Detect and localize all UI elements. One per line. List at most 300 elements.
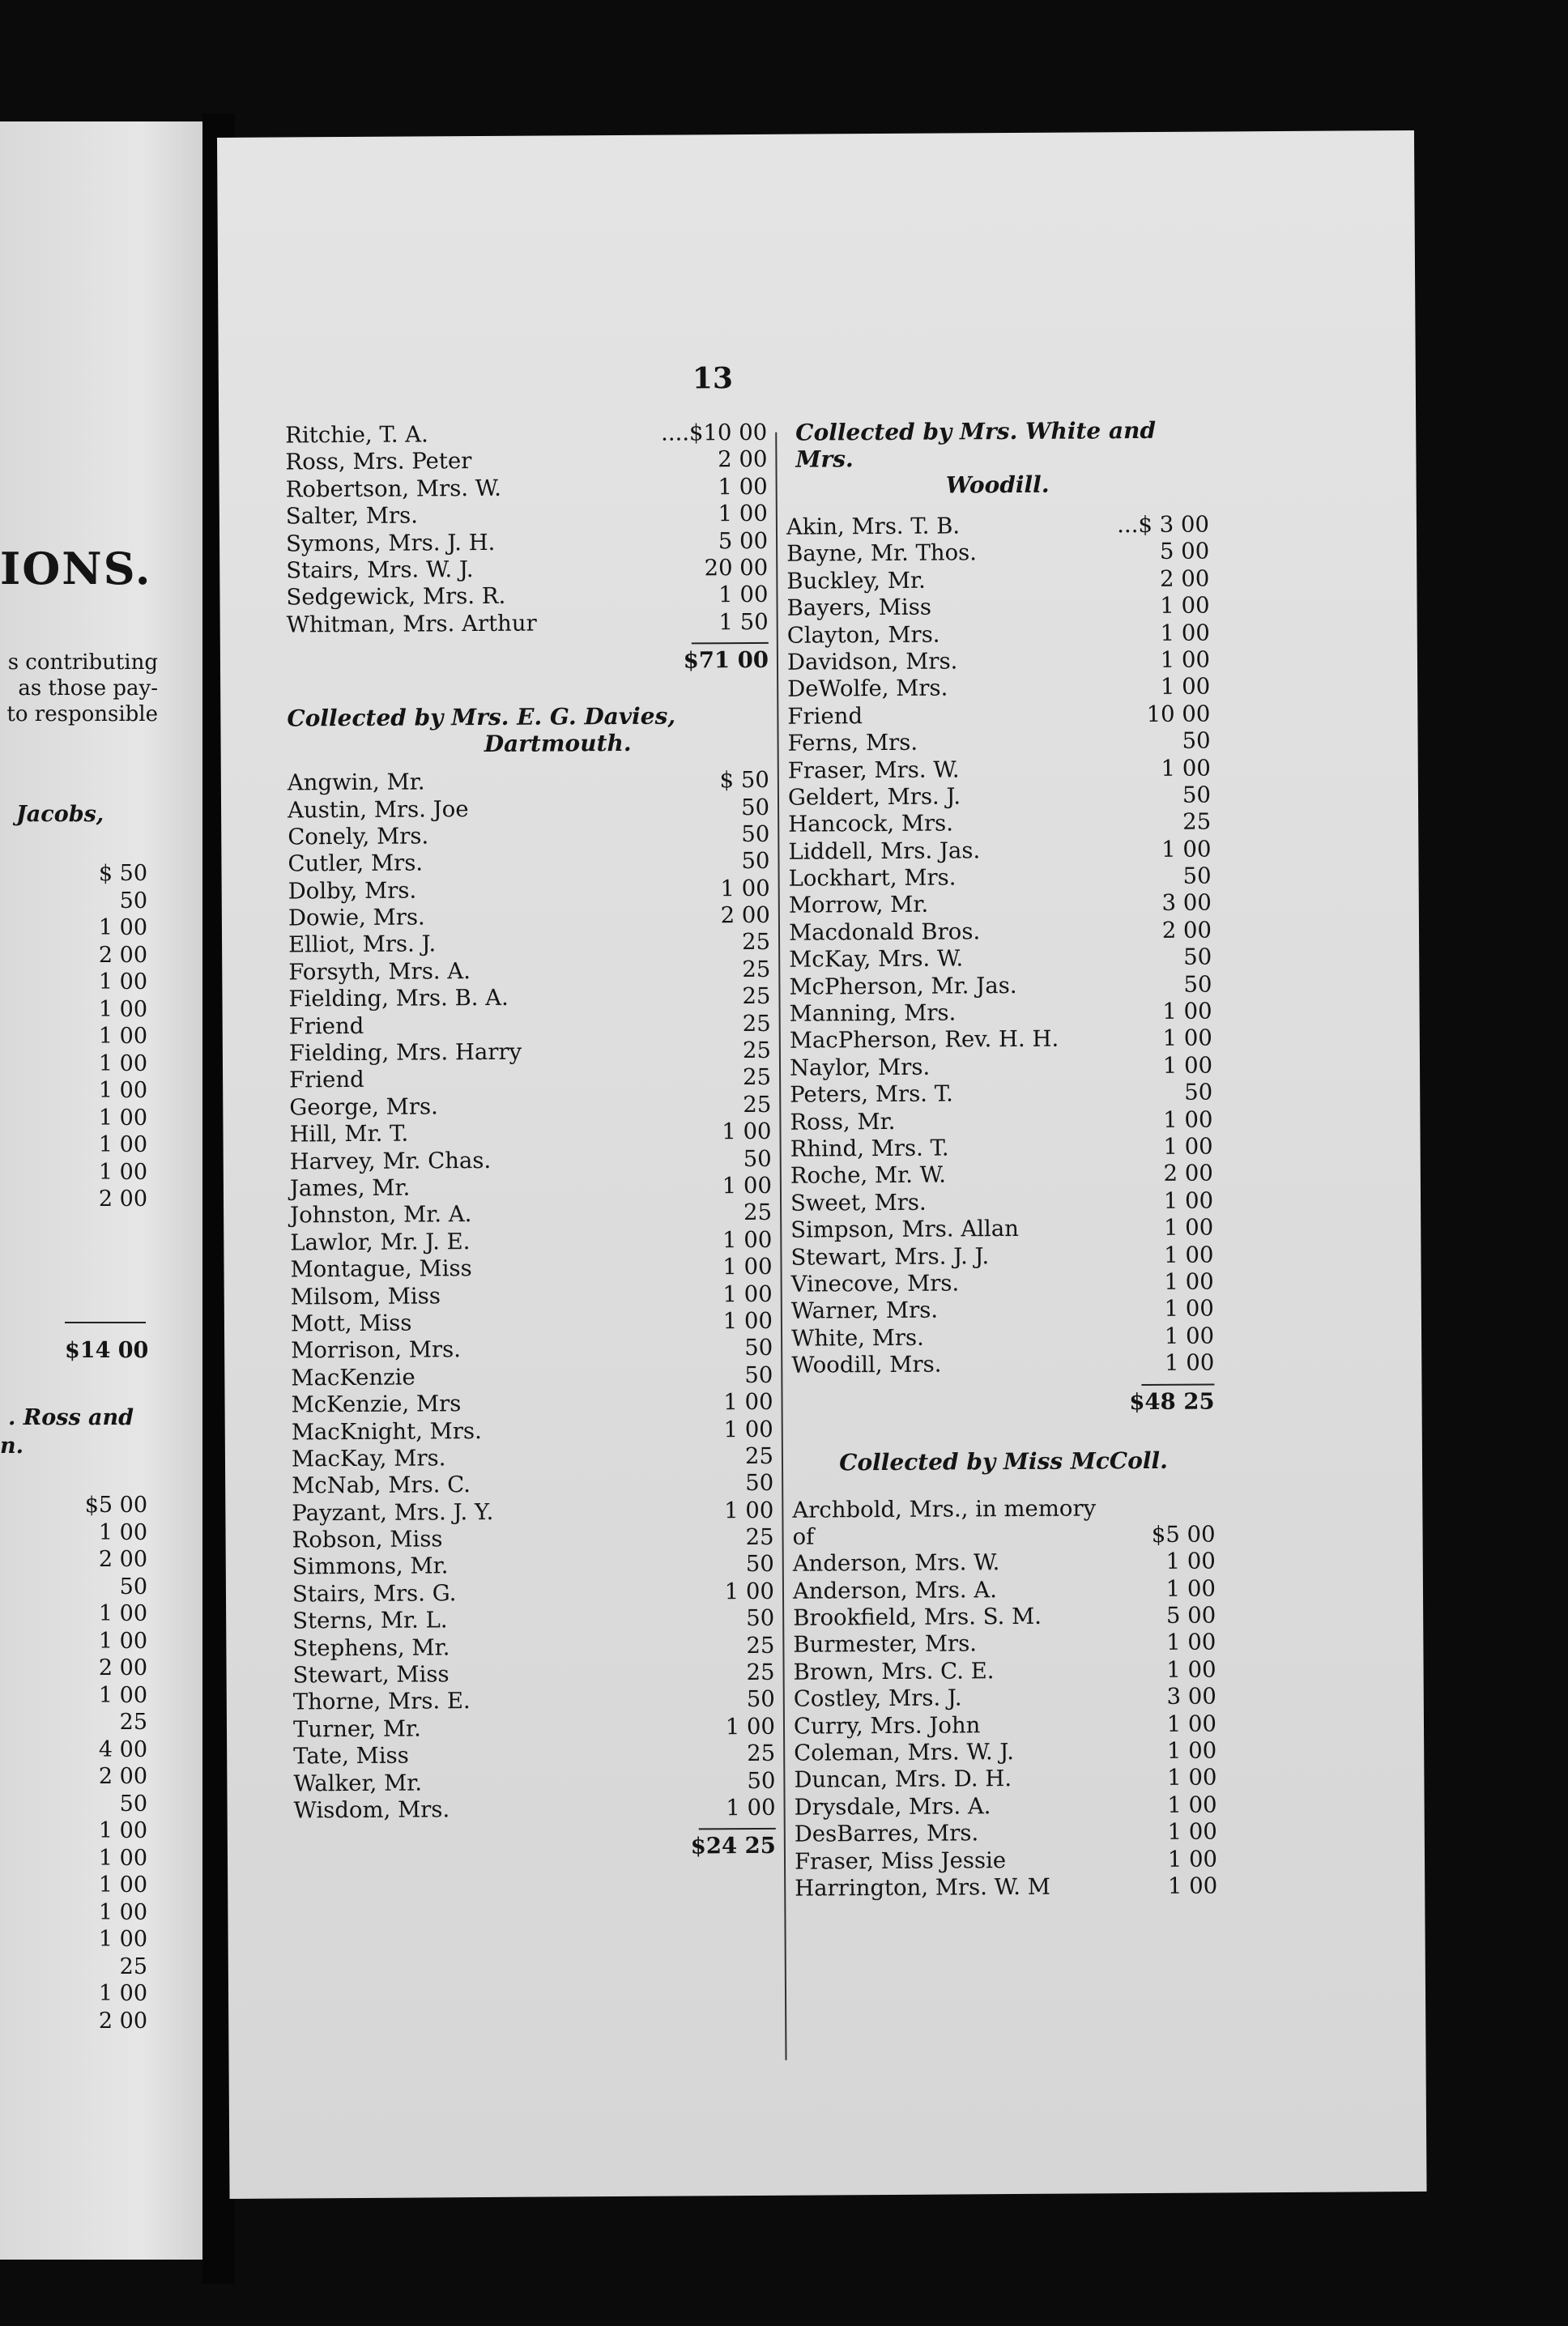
- list-item: [290, 1254, 772, 1284]
- contribution-amount: 1 00: [1166, 1656, 1216, 1683]
- list-item: [0, 1655, 147, 1682]
- dot-leader: [948, 1134, 1123, 1162]
- contributor-name: White, Mrs.: [790, 1324, 924, 1352]
- dot-leader: [961, 782, 1122, 811]
- list-item: [786, 539, 1209, 569]
- list-item: [795, 1791, 1217, 1821]
- contribution-amount: 50: [746, 1605, 775, 1632]
- contribution-amount: 1 00: [1160, 620, 1210, 646]
- dot-leader: [928, 891, 1123, 919]
- dot-leader: [442, 1525, 684, 1553]
- contribution-amount: 5 00: [718, 527, 769, 554]
- list-item: [0, 969, 147, 996]
- list-item: [0, 1077, 147, 1105]
- contribution-amount: 2 00: [718, 446, 768, 473]
- contribution-amount: 1 00: [726, 1794, 776, 1821]
- contributor-name: Angwin, Mr.: [287, 769, 425, 796]
- dot-leader: [471, 1687, 686, 1715]
- contribution-amount: 50: [740, 794, 770, 820]
- list-item: [292, 1497, 773, 1527]
- contributor-name: Stairs, Mrs. W. J.: [286, 556, 474, 584]
- contribution-amount: 2 00: [1160, 565, 1210, 592]
- list-item: [289, 1092, 771, 1122]
- contributor-name: Liddell, Mrs. Jas.: [788, 837, 981, 865]
- list-item: [286, 501, 768, 530]
- list-item: [0, 1872, 147, 1899]
- list-item: [286, 582, 768, 611]
- contribution-amount: 2 00: [98, 1764, 147, 1789]
- list-item: [288, 848, 769, 878]
- contributor-name: Peters, Mrs. T.: [790, 1080, 953, 1108]
- list-item: [0, 2008, 147, 2035]
- contributor-name: Whitman, Mrs. Arthur: [286, 610, 537, 638]
- contributor-list-1: [285, 420, 769, 639]
- page-number: 13: [692, 361, 734, 396]
- dot-leader: [509, 984, 682, 1012]
- contributor-name: Wisdom, Mrs.: [293, 1796, 450, 1824]
- contribution-amount: $ 50: [719, 766, 769, 794]
- list-item: [0, 1899, 147, 1927]
- list-item: [787, 674, 1210, 704]
- dot-leader: [441, 1281, 684, 1310]
- list-item: [0, 1105, 147, 1132]
- dot-leader: [411, 1308, 684, 1336]
- list-item: [291, 1389, 773, 1419]
- contribution-amount: 1 00: [98, 1818, 147, 1843]
- left-page-heading-b2: n.: [0, 1434, 24, 1459]
- contributor-name: Lockhart, Mrs.: [788, 864, 957, 892]
- dot-leader: [931, 593, 1121, 621]
- dot-leader: [938, 1297, 1125, 1325]
- contribution-amount: 50: [1184, 1079, 1213, 1105]
- contributor-name: Fielding, Mrs. B. A.: [288, 985, 509, 1012]
- contributor-name: Stephens, Mr.: [292, 1634, 450, 1662]
- contributor-name: Fraser, Mrs. W.: [787, 756, 960, 784]
- contributor-name: Morrow, Mr.: [788, 892, 929, 919]
- dot-leader: [1050, 1873, 1129, 1901]
- list-item: [787, 620, 1210, 650]
- left-page-heading-b1: . Ross and: [8, 1405, 134, 1430]
- dot-leader: [482, 1416, 684, 1445]
- contributor-name: Brown, Mrs. C. E.: [793, 1658, 995, 1685]
- contribution-amount: 2 00: [98, 2008, 147, 2034]
- list-item: [0, 1131, 147, 1159]
- dot-leader: [422, 1768, 687, 1796]
- collector-heading: Collected by Miss McColl.: [839, 1446, 1168, 1476]
- contributor-name: Friend: [288, 1012, 364, 1040]
- dot-leader: [461, 1390, 684, 1418]
- list-item: [286, 474, 768, 504]
- contributor-name: Friend: [289, 1067, 364, 1093]
- contribution-amount: 1 00: [98, 1132, 147, 1157]
- contributor-name: Bayers, Miss: [786, 594, 931, 621]
- list-item: [293, 1714, 775, 1744]
- dot-leader: [956, 999, 1123, 1027]
- contributor-name: Salter, Mrs.: [285, 502, 419, 530]
- list-item: [790, 1025, 1212, 1055]
- dot-leader: [423, 849, 681, 877]
- contributor-name: Harvey, Mr. Chas.: [289, 1147, 492, 1175]
- collector-heading-line2: Woodill.: [945, 471, 1050, 499]
- dot-leader: [1059, 1026, 1123, 1054]
- list-item: [791, 1323, 1214, 1353]
- contribution-amount: 1 00: [1163, 1106, 1213, 1133]
- list-item: [793, 1549, 1216, 1578]
- list-item: [790, 1215, 1213, 1245]
- list-item: [289, 1118, 771, 1148]
- contribution-amount: 1 00: [98, 915, 147, 940]
- dot-leader: [959, 1269, 1125, 1297]
- list-item: [790, 1106, 1212, 1136]
- dot-leader: [999, 1549, 1127, 1576]
- list-2-total: $24 25: [690, 1833, 776, 1860]
- contributor-name: Bayne, Mr. Thos.: [786, 539, 978, 568]
- contribution-amount: 1 00: [722, 1226, 773, 1253]
- contributor-name: Fielding, Mrs. Harry: [288, 1038, 522, 1067]
- contribution-amount: 1 00: [98, 1981, 147, 2006]
- list-item: [0, 914, 147, 942]
- contributor-name: MacKay, Mrs.: [291, 1445, 446, 1472]
- contributor-name: Cutler, Mrs.: [288, 850, 424, 877]
- intro-line: as those pay-: [18, 676, 158, 701]
- contribution-amount: 25: [119, 1953, 147, 1979]
- contribution-amount: 1 00: [1167, 1872, 1218, 1899]
- dot-leader: [472, 1255, 684, 1283]
- contribution-amount: 1 00: [720, 875, 770, 901]
- list-item: [791, 1268, 1214, 1298]
- contributor-name: McKenzie, Mrs: [291, 1391, 462, 1418]
- contribution-amount: 1 00: [1167, 1846, 1218, 1872]
- list-item: [291, 1308, 773, 1338]
- list-1-total: $71 00: [683, 646, 769, 674]
- contribution-amount: 1 00: [1165, 1575, 1216, 1602]
- list-item: [0, 1682, 147, 1710]
- contribution-amount: 1 00: [98, 1927, 147, 1952]
- contribution-amount: [1126, 1494, 1215, 1522]
- list-item: [288, 767, 769, 797]
- dot-leader: [814, 1522, 1126, 1551]
- contributor-name: MacKnight, Mrs.: [291, 1417, 482, 1445]
- contribution-amount: 2 00: [98, 1655, 147, 1681]
- list-item: [0, 996, 147, 1024]
- contribution-amount: 25: [742, 983, 771, 1010]
- contribution-amount: 2 00: [1161, 917, 1212, 944]
- contributor-name: Montague, Miss: [290, 1255, 472, 1283]
- column-1: [285, 420, 776, 1865]
- dot-leader: [537, 609, 680, 637]
- list-item: [786, 512, 1209, 542]
- list-item: [288, 794, 769, 824]
- contributor-name: Manning, Mrs.: [789, 999, 957, 1027]
- collector-heading: Collected by Mrs. White and Mrs.: [795, 416, 1157, 473]
- dot-leader: [450, 1633, 685, 1661]
- contributor-name: Hill, Mr. T.: [289, 1120, 409, 1148]
- contribution-amount: 1 00: [98, 1159, 147, 1185]
- contribution-amount: 50: [741, 848, 770, 875]
- contribution-amount: 1 00: [1164, 1323, 1215, 1349]
- page-13: [217, 130, 1427, 2199]
- list-item: [788, 836, 1211, 866]
- dot-leader: [418, 501, 679, 530]
- intro-line: to responsible: [6, 702, 158, 726]
- contributor-name: Vinecove, Mrs.: [790, 1270, 960, 1297]
- dot-leader: [963, 944, 1123, 973]
- contribution-amount: 1 00: [98, 1845, 147, 1871]
- list-item: [0, 1845, 147, 1872]
- contributor-name: James, Mr.: [289, 1174, 411, 1202]
- contribution-amount: 1 00: [718, 501, 768, 527]
- list-item: [293, 1767, 775, 1797]
- contribution-amount: 25: [742, 956, 771, 982]
- list-item: [789, 971, 1212, 1001]
- list-item: [288, 983, 770, 1013]
- contributor-name: Robson, Miss: [292, 1526, 443, 1553]
- contribution-amount: 2 00: [1163, 1160, 1213, 1187]
- dot-leader: [924, 1323, 1125, 1352]
- list-item: [293, 1740, 775, 1770]
- dot-leader: [461, 1336, 684, 1364]
- list-item: [292, 1605, 774, 1635]
- list-item: [795, 1846, 1217, 1876]
- contribution-amount: 1 00: [1165, 1548, 1216, 1575]
- contribution-amount: 1 00: [98, 969, 147, 995]
- list-item: [293, 1686, 775, 1716]
- contribution-amount: 25: [743, 1091, 772, 1118]
- list-item: [0, 1817, 147, 1845]
- dot-leader: [447, 1606, 685, 1634]
- list-item: [289, 1010, 771, 1040]
- contributor-list-2: [288, 767, 776, 1825]
- list-item: [0, 1736, 147, 1764]
- dot-leader: [428, 420, 661, 449]
- list-item: [290, 1227, 772, 1257]
- list-item: [790, 1052, 1212, 1082]
- contribution-amount: $ 50: [98, 861, 147, 886]
- contribution-amount: 20 00: [704, 554, 769, 582]
- contributor-name: Sterns, Mr. L.: [292, 1607, 448, 1634]
- contribution-amount: 1 00: [724, 1578, 775, 1605]
- contributor-name: MacPherson, Rev. H. H.: [789, 1026, 1059, 1054]
- contributor-name: Symons, Mrs. J. H.: [285, 529, 496, 557]
- contribution-amount: 1 00: [722, 1172, 773, 1199]
- contribution-amount: $5 00: [84, 1493, 147, 1518]
- dot-leader: [980, 837, 1122, 864]
- contribution-amount: 5 00: [1159, 538, 1210, 565]
- dot-leader: [948, 675, 1121, 703]
- contributor-name: Naylor, Mrs.: [789, 1054, 931, 1081]
- contribution-amount: 1 00: [1164, 1242, 1214, 1268]
- dot-leader: [977, 539, 1120, 567]
- list-item: [0, 1023, 147, 1050]
- dot-leader: [425, 768, 680, 796]
- list-item: [788, 782, 1211, 812]
- list-item: [794, 1738, 1216, 1768]
- dot-leader: [1042, 1603, 1127, 1630]
- list-item: [0, 1574, 147, 1601]
- list-item: [789, 917, 1212, 947]
- contributor-name: Turner, Mr.: [292, 1715, 421, 1743]
- dot-leader: [959, 756, 1121, 784]
- contribution-amount: 1 50: [718, 608, 769, 635]
- contributor-name: Sedgewick, Mrs. R.: [286, 583, 506, 611]
- dot-leader: [956, 863, 1122, 892]
- left-page-heading-a: Jacobs,: [16, 802, 104, 827]
- contribution-amount: 50: [1183, 971, 1212, 998]
- contribution-amount: 25: [743, 1064, 772, 1091]
- contributor-name: Rhind, Mrs. T.: [790, 1135, 949, 1162]
- contributor-name: Drysdale, Mrs. A.: [794, 1792, 991, 1821]
- left-facing-page: [0, 121, 202, 2260]
- list-item: [787, 728, 1210, 758]
- dot-leader: [957, 647, 1121, 675]
- dot-leader: [978, 1819, 1128, 1847]
- list-item: [789, 944, 1212, 974]
- list-item: [291, 1280, 773, 1310]
- dot-leader: [493, 1497, 684, 1526]
- list-item: [0, 1628, 147, 1655]
- contributor-name: Robertson, Mrs. W.: [285, 475, 502, 503]
- dot-leader: [522, 1038, 682, 1067]
- list-item: [0, 1519, 147, 1547]
- list-item: [292, 1578, 774, 1608]
- list-item: [292, 1632, 774, 1662]
- dot-leader: [495, 528, 679, 556]
- list-item: [0, 860, 147, 888]
- contributor-name: Warner, Mrs.: [790, 1297, 939, 1325]
- dot-leader: [409, 1741, 687, 1770]
- list-item: [794, 1765, 1216, 1795]
- dot-leader: [977, 1630, 1127, 1659]
- dot-leader: [927, 1188, 1125, 1216]
- contributor-name: DeWolfe, Mrs.: [787, 675, 948, 703]
- contribution-amount: 1 00: [98, 1628, 147, 1654]
- contribution-amount: 25: [742, 1010, 771, 1037]
- dot-leader: [930, 1053, 1123, 1081]
- contributor-name: Hancock, Mrs.: [788, 810, 954, 838]
- list-item: [0, 1791, 147, 1818]
- contribution-amount: 1 00: [723, 1388, 773, 1416]
- contribution-amount: 50: [745, 1551, 774, 1578]
- contributor-name: Dolby, Mrs.: [288, 877, 417, 905]
- dot-leader: [364, 1011, 682, 1040]
- list-item: [293, 1659, 775, 1689]
- contribution-amount: 4 00: [98, 1736, 147, 1762]
- contributor-name: Elliot, Mrs. J.: [288, 931, 437, 958]
- list-item: [292, 1443, 773, 1473]
- dot-leader: [505, 582, 679, 611]
- contributor-name: Macdonald Bros.: [788, 918, 981, 946]
- contributor-name: Stewart, Mrs. J. J.: [790, 1242, 990, 1271]
- contribution-amount: 1 00: [722, 1253, 773, 1280]
- contributor-name: Stewart, Miss: [292, 1661, 450, 1689]
- contribution-amount: 25: [744, 1199, 773, 1226]
- contribution-amount: 1 00: [718, 582, 769, 608]
- dot-leader: [470, 1227, 683, 1255]
- list-item: [285, 446, 767, 476]
- list-item: [0, 1600, 147, 1628]
- list-item: [790, 999, 1212, 1029]
- contributor-name: Sweet, Mrs.: [790, 1189, 927, 1216]
- left-page-intro: [0, 650, 158, 727]
- contributor-name: McNab, Mrs. C.: [292, 1472, 471, 1499]
- contribution-amount: 3 00: [1166, 1683, 1216, 1710]
- contributor-name: of: [792, 1523, 815, 1550]
- dot-leader: [501, 474, 679, 502]
- list-item: [0, 1763, 147, 1791]
- contribution-amount: 50: [744, 1361, 773, 1388]
- contribution-amount: 1 00: [1160, 592, 1210, 620]
- contribution-amount: 50: [745, 1470, 774, 1497]
- contribution-amount: 1 00: [98, 1078, 147, 1103]
- contribution-amount: 1 00: [1161, 755, 1211, 782]
- contributor-name: Thorne, Mrs. E.: [292, 1688, 471, 1715]
- contribution-amount: 1 00: [1166, 1629, 1216, 1656]
- dot-leader: [445, 1443, 684, 1472]
- contribution-amount: 25: [1182, 808, 1212, 836]
- dot-leader: [953, 809, 1122, 837]
- dot-leader: [1012, 1766, 1128, 1793]
- list-item: [288, 902, 770, 932]
- contribution-amount: 1 00: [725, 1713, 776, 1740]
- list-item: [294, 1795, 776, 1825]
- contributor-list-3: [786, 512, 1215, 1380]
- contribution-amount: 2 00: [98, 1547, 147, 1572]
- contribution-amount: 50: [743, 1145, 772, 1172]
- contributor-name: Austin, Mrs. Joe: [287, 795, 469, 823]
- contributor-name: Ross, Mrs. Peter: [285, 448, 472, 475]
- contribution-amount: 1 00: [724, 1497, 774, 1523]
- list-item: [288, 956, 770, 986]
- dot-leader: [438, 1092, 683, 1120]
- list-item: [288, 821, 769, 851]
- column-divider: [775, 432, 786, 2060]
- contribution-amount: 25: [747, 1740, 776, 1767]
- contribution-amount: 1 00: [1166, 1710, 1217, 1737]
- contribution-amount: 10 00: [1146, 701, 1211, 727]
- list-item: [795, 1872, 1217, 1902]
- list-item: [286, 527, 768, 557]
- list-item: [0, 1926, 147, 1953]
- dot-leader: [940, 620, 1120, 649]
- total-rule: [65, 1322, 146, 1323]
- contributor-name: Burmester, Mrs.: [793, 1630, 978, 1659]
- contributor-name: Brookfield, Mrs. S. M.: [793, 1603, 1042, 1631]
- list-item: [289, 1064, 771, 1094]
- contributor-name: Harrington, Mrs. W. M: [795, 1873, 1050, 1902]
- contribution-amount: 1 00: [98, 996, 147, 1022]
- contribution-amount: 25: [744, 1442, 774, 1469]
- contributor-name: Johnston, Mr. A.: [290, 1201, 472, 1229]
- list-item: [790, 1080, 1212, 1110]
- list-item: [788, 755, 1211, 785]
- list-item: [290, 1199, 772, 1229]
- contribution-amount: 3 00: [1161, 889, 1212, 917]
- dot-leader: [471, 956, 682, 985]
- contributor-name: Geldert, Mrs. J.: [787, 783, 961, 811]
- contribution-amount: 1 00: [1164, 1295, 1214, 1323]
- contribution-amount: 50: [119, 888, 147, 914]
- contribution-amount: 1 00: [98, 1899, 147, 1925]
- list-item: [0, 1953, 147, 1981]
- contribution-amount: 1 00: [1163, 1214, 1214, 1242]
- collector-heading-location: Dartmouth.: [484, 730, 632, 758]
- dot-leader: [416, 875, 681, 904]
- contribution-amount: 1 00: [1167, 1764, 1217, 1791]
- contribution-amount: 1 00: [1164, 1268, 1214, 1295]
- list-item: [794, 1710, 1216, 1740]
- contributor-name: Curry, Mrs. John: [793, 1711, 981, 1740]
- list-item: [288, 929, 770, 959]
